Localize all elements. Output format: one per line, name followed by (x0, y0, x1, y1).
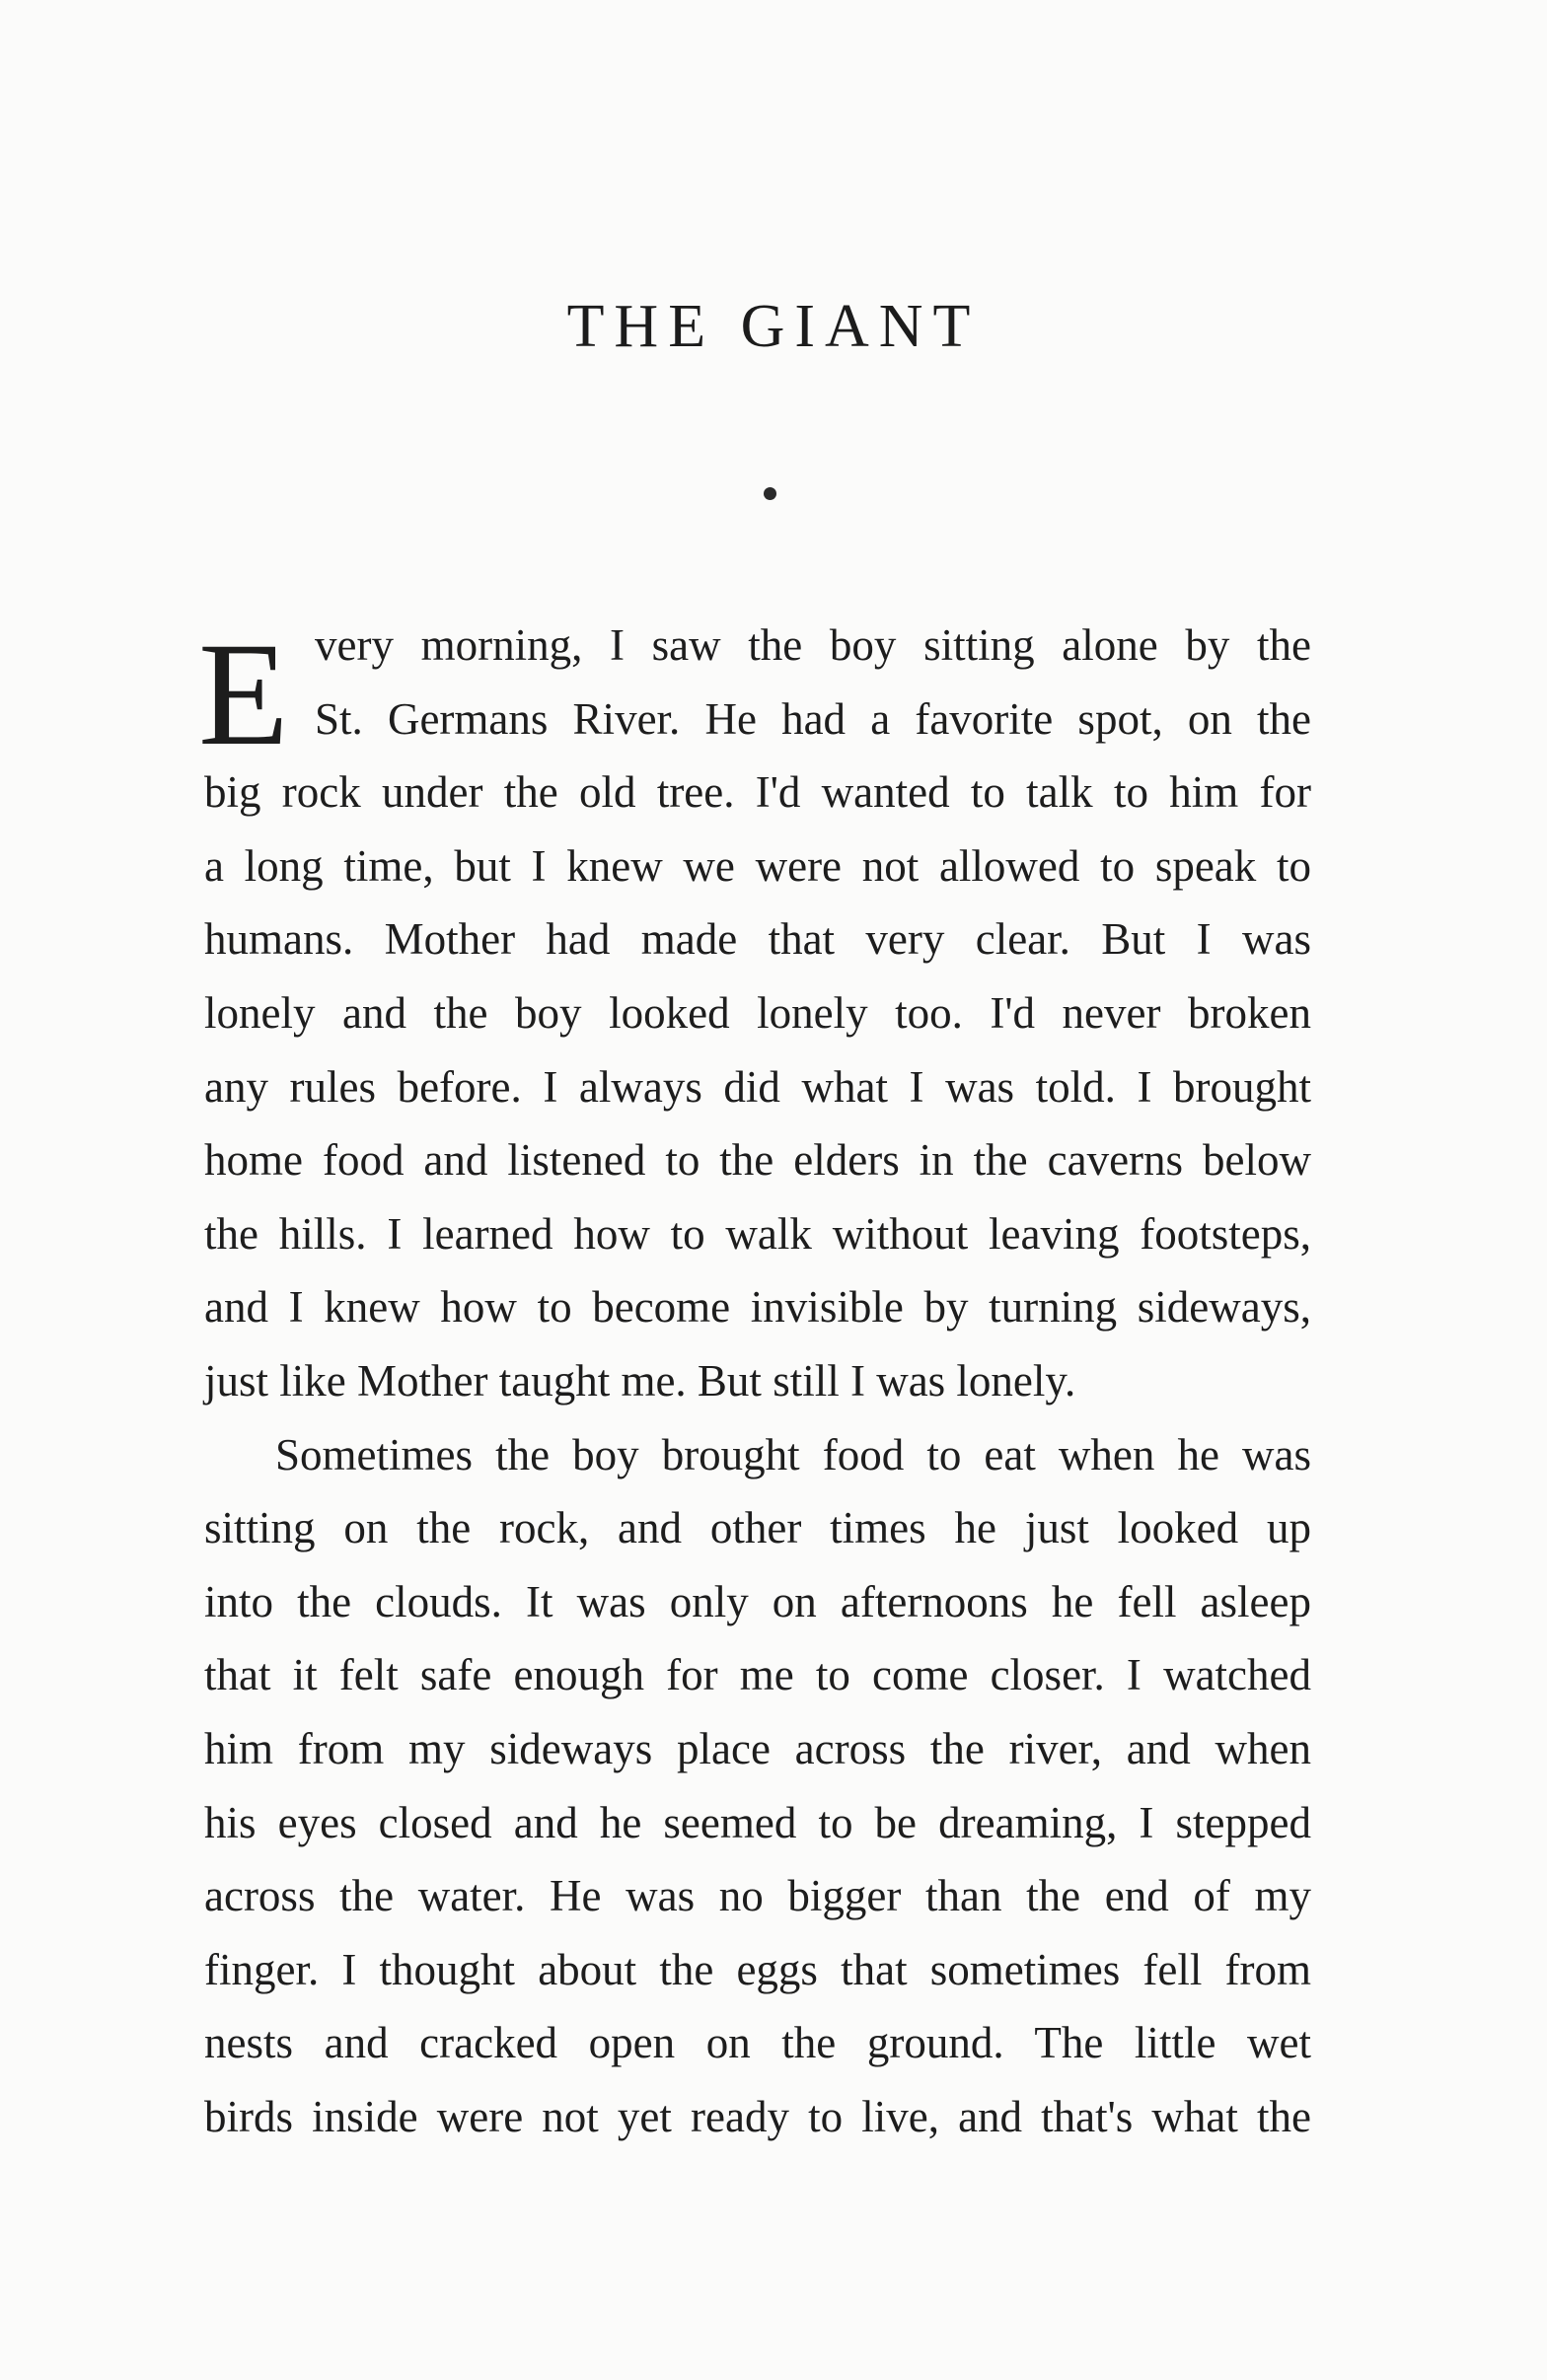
text-line: just like Mother taught me. But still I was lonely. (204, 1355, 1076, 1406)
text-line: his eyes closed and he seemed to be dreaming, I stepped (204, 1797, 1311, 1847)
text-line: humans. Mother had made that very clear. But I was (204, 914, 1311, 965)
text-line: birds inside were not yet ready to live, and that's what the (204, 2091, 1311, 2141)
text-line: the hills. I learned how to walk without leaving footsteps, (204, 1208, 1311, 1259)
paragraph-1 (198, 609, 1311, 1418)
text-line: nests and cracked open on the ground. The little wet (204, 2018, 1311, 2068)
text-line: him from my sideways place across the river, and when (204, 1723, 1311, 1773)
text-line: a long time, but I knew we were not allowed to speak to (204, 840, 1311, 891)
text-line: Sometimes the boy brought food to eat when he was (275, 1429, 1311, 1479)
text-line: very morning, I saw the boy sitting alone by the (315, 620, 1311, 670)
text-line: St. Germans River. He had a favorite spot, on the (315, 693, 1311, 744)
text-line: big rock under the old tree. I'd wanted to talk to him for (204, 767, 1311, 818)
drop-cap: E (198, 613, 289, 776)
text-line: sitting on the rock, and other times he just looked up (204, 1503, 1311, 1553)
text-line: that it felt safe enough for me to come closer. I watched (204, 1650, 1311, 1700)
body-text (198, 609, 1311, 2153)
text-line: across the water. He was no bigger than the end of my (204, 1871, 1311, 1921)
text-line: and I knew how to become invisible by turning sideways, (204, 1282, 1311, 1333)
paragraph-2 (204, 1418, 1311, 2154)
text-line: into the clouds. It was only on afternoons he fell asleep (204, 1576, 1311, 1626)
chapter-ornament-dot (764, 487, 776, 500)
text-line: any rules before. I always did what I was told. I brought (204, 1061, 1311, 1112)
chapter-title: THE GIANT (566, 293, 981, 360)
text-line: lonely and the boy looked lonely too. I'd never broken (204, 987, 1311, 1038)
text-line: home food and listened to the elders in the caverns below (204, 1135, 1311, 1186)
text-line: finger. I thought about the eggs that sometimes fell from (204, 1944, 1311, 1994)
